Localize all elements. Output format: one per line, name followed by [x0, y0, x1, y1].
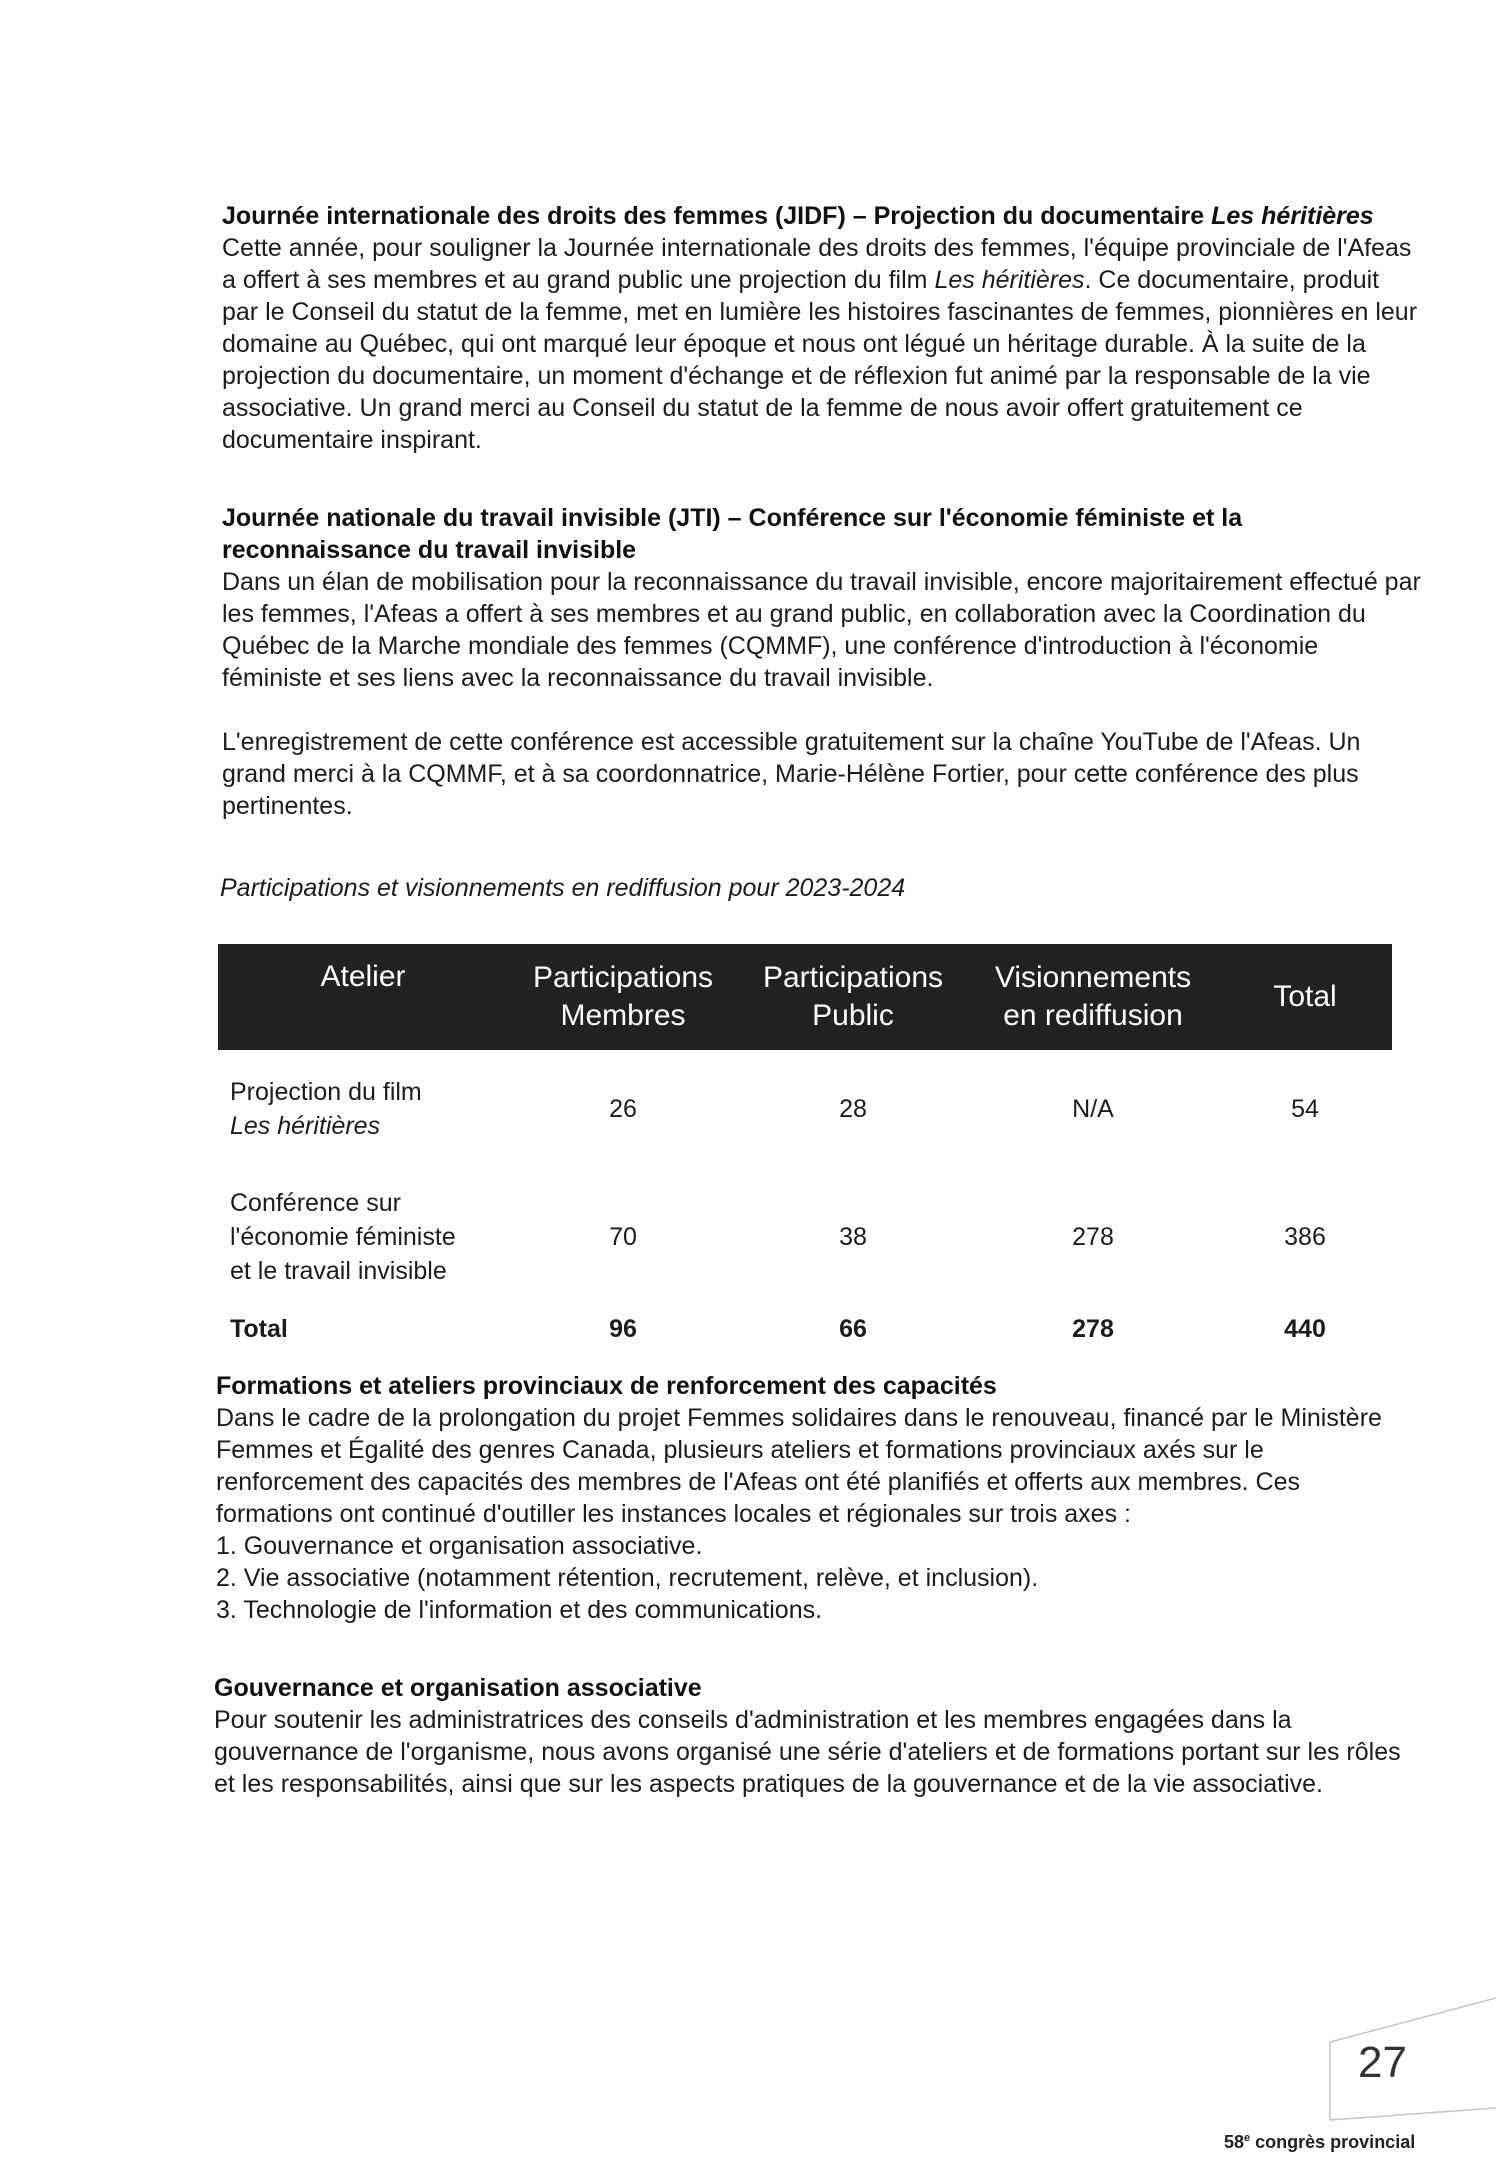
- page-number: 27: [1358, 2038, 1407, 2087]
- list-item: 3. Technologie de l'information et des communications.: [216, 1596, 823, 1624]
- list-item: 2. Vie associative (notamment rétention, recrutement, relève, et inclusion).: [216, 1564, 1039, 1592]
- section-heading: Journée nationale du travail invisible (JTI) – Conférence sur l'économie féministe et la reconnaissance du travail invisible: [222, 504, 1243, 564]
- table-row: [218, 1050, 1392, 1168]
- page-number-frame-graphic: [1320, 1990, 1496, 2140]
- section-jidf: [222, 200, 1422, 456]
- cell-rediffusion: 278: [1072, 1223, 1114, 1251]
- table-header: [218, 944, 1392, 1050]
- header-participations-membres: Participations Membres: [532, 961, 714, 1032]
- cell-atelier: Conférence sur l'économie féministe et le travail invisible: [230, 1189, 456, 1285]
- header-visionnements: Visionnements en rediffusion: [994, 961, 1192, 1032]
- cell-atelier: Projection du film Les héritières: [230, 1078, 422, 1140]
- header-total: Total: [1273, 980, 1337, 1013]
- section-jti: [222, 502, 1422, 822]
- paragraph: Dans un élan de mobilisation pour la reconnaissance du travail invisible, encore majoritairement effectué par les femmes, l'Afeas a offert à ses membres et au grand public, en collaboration avec la Coordination du Québec de la Marche mondiale des femmes (CQMMF), une conférence d'introduction à l'économie féministe et ses liens avec la reconnaissance du travail invisible.: [222, 568, 1421, 692]
- cell-public: 28: [839, 1095, 867, 1123]
- section-formations: [216, 1370, 1416, 1626]
- paragraph-text: . Ce documentaire, produit par le Conseil du statut de la femme, met en lumière les histoires fascinantes de femmes, pionnières en leur domaine au Québec, qui ont marqué leur époque et nous ont légué un héritage durable. À la suite de la projection du documentaire, un moment d'échange et de réflexion fut animé par la responsable de la vie associative. Un grand merci au Conseil du statut de la femme de nous avoir offert gratuitement ce documentaire inspirant.: [222, 266, 1418, 454]
- congress-footer: 58e congrès provincial: [1224, 2132, 1416, 2152]
- paragraph: Pour soutenir les administratrices des conseils d'administration et les membres engagées dans la gouvernance de l'organisme, nous avons organisé une série d'ateliers et de formations portant sur les rôles et les responsabilités, ainsi que sur les aspects pratiques de la gouvernance et de la vie associative.: [214, 1706, 1401, 1798]
- header-atelier: Atelier: [320, 960, 406, 993]
- cell-membres: 70: [609, 1223, 637, 1251]
- heading-text: Journée internationale des droits des femmes (JIDF) – Projection du documentaire: [222, 202, 1212, 230]
- participation-table: [218, 944, 1392, 1358]
- list-item: 1. Gouvernance et organisation associative.: [216, 1532, 703, 1560]
- heading-film-title: Les héritières: [1211, 202, 1374, 230]
- section-heading: Gouvernance et organisation associative: [214, 1674, 702, 1702]
- paragraph-text: Cette année, pour souligner la Journée internationale des droits des femmes, l'équipe provinciale de l'Afeas a offert à ses membres et au grand public une projection du film: [222, 234, 1412, 294]
- paragraph: L'enregistrement de cette conférence est accessible gratuitement sur la chaîne YouTube de l'Afeas. Un grand merci à la CQMMF, et à sa coordonnatrice, Marie-Hélène Fortier, pour cette conférence des plus pertinentes.: [222, 728, 1361, 820]
- table-total-row: [218, 1306, 1392, 1358]
- cell-rediffusion: N/A: [1072, 1095, 1114, 1123]
- cell-total: 386: [1284, 1223, 1326, 1251]
- section-gouvernance: [214, 1672, 1414, 1800]
- cell-membres: 26: [609, 1095, 637, 1123]
- table-caption: Participations et visionnements en rediffusion pour 2023-2024: [220, 874, 906, 902]
- cell-total: 440: [1284, 1315, 1326, 1343]
- cell-rediffusion: 278: [1072, 1315, 1114, 1343]
- header-participations-public: Participations Public: [762, 961, 944, 1032]
- cell-public: 38: [839, 1223, 867, 1251]
- section-heading: [222, 200, 1422, 232]
- cell-public: 66: [839, 1315, 867, 1343]
- table-row: [218, 1168, 1392, 1306]
- cell-total: 54: [1291, 1095, 1319, 1123]
- paragraph: Dans le cadre de la prolongation du projet Femmes solidaires dans le renouveau, financé par le Ministère Femmes et Égalité des genres Canada, plusieurs ateliers et formations provinciaux axés sur le renforcement des capacités des membres de l'Afeas ont été planifiés et offerts aux membres. Ces formations ont continué d'outiller les instances locales et régionales sur trois axes :: [216, 1404, 1382, 1528]
- section-heading: Formations et ateliers provinciaux de renforcement des capacités: [216, 1372, 997, 1400]
- cell-membres: 96: [609, 1315, 637, 1343]
- film-title: Les héritières: [934, 266, 1085, 294]
- paragraph: [222, 232, 1422, 456]
- cell-total-label: Total: [230, 1315, 288, 1343]
